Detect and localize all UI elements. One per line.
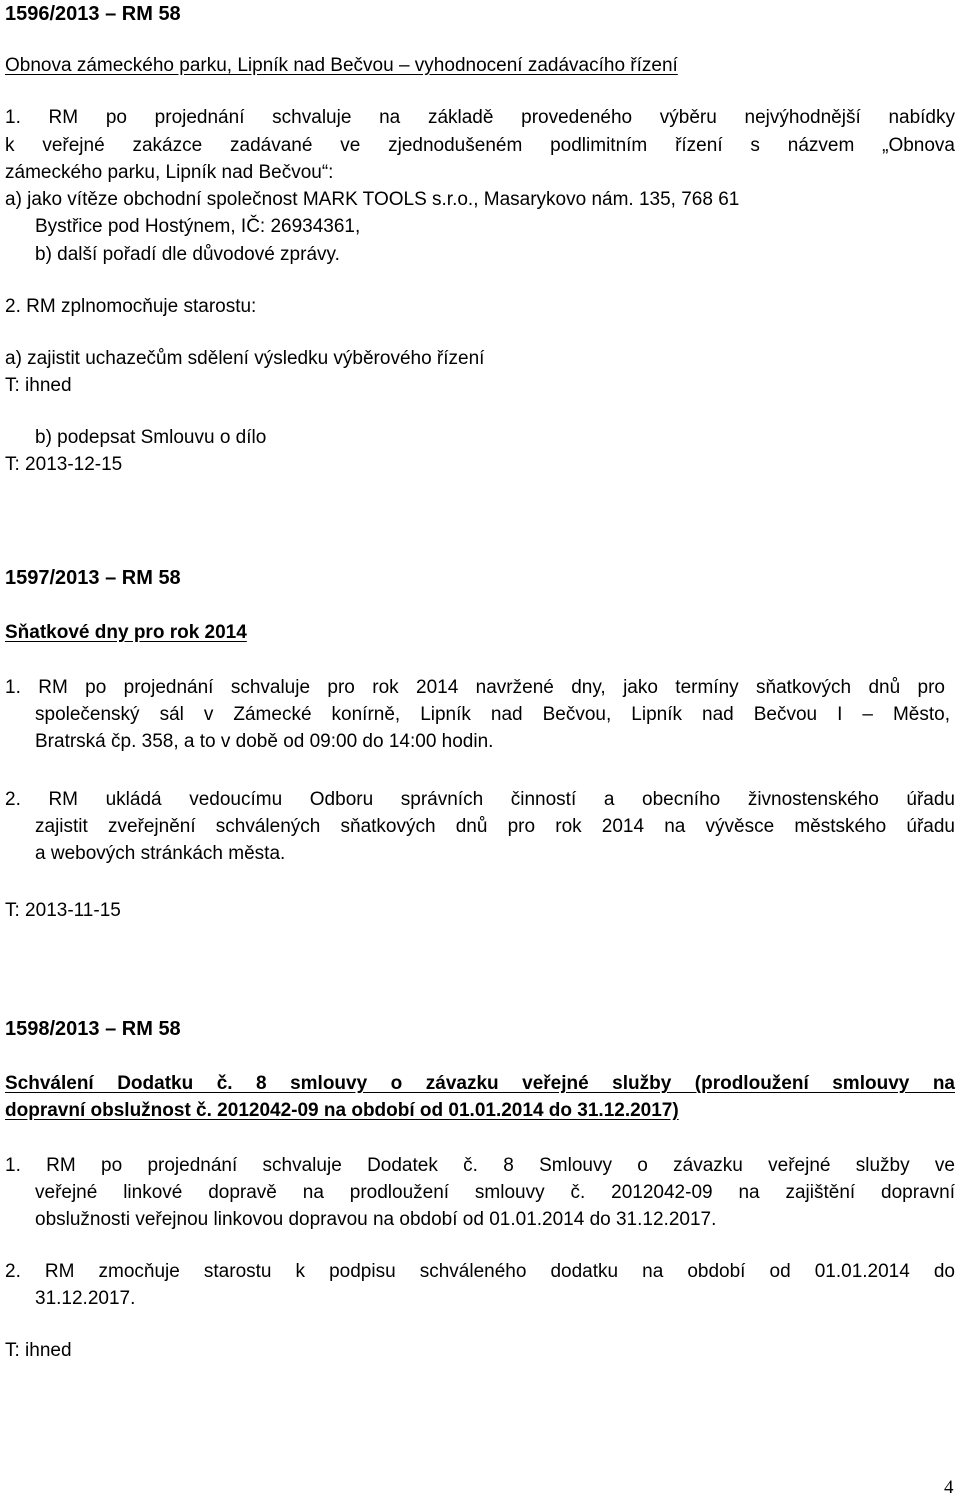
deadline: T: ihned <box>5 1340 72 1361</box>
paragraph-line: Bratrská čp. 358, a to v době od 09:00 do 14:00 hodin. <box>35 731 494 752</box>
paragraph-line: veřejné linkové dopravě na prodloužení smlouvy č. 2012042-09 na zajištění dopravní <box>35 1182 955 1203</box>
resolution-number: 1596/2013 – RM 58 <box>5 3 181 25</box>
paragraph-line: 1. RM po projednání schvaluje na základě provedeného výběru nejvýhodnější nabídky <box>5 107 955 128</box>
list-item: b) podepsat Smlouvu o dílo <box>35 427 267 448</box>
deadline: T: 2013-12-15 <box>5 454 123 475</box>
resolution-number: 1597/2013 – RM 58 <box>5 567 181 589</box>
list-item: a) zajistit uchazečům sdělení výsledku výběrového řízení <box>5 348 485 369</box>
paragraph-line: 2. RM ukládá vedoucímu Odboru správních činností a obecního živnostenského úřadu <box>5 789 955 810</box>
paragraph-line: 1. RM po projednání schvaluje Dodatek č. 8 Smlouvy o závazku veřejné služby ve <box>5 1155 955 1176</box>
paragraph-line: k veřejné zakázce zadávané ve zjednodušeném podlimitním řízení s názvem „Obnova <box>5 135 955 156</box>
paragraph-line: obslužnosti veřejnou linkovou dopravou na období od 01.01.2014 do 31.12.2017. <box>35 1209 717 1230</box>
list-item: b) další pořadí dle důvodové zprávy. <box>35 244 340 265</box>
paragraph-line: 31.12.2017. <box>35 1288 136 1309</box>
list-item: a) jako vítěze obchodní společnost MARK TOOLS s.r.o., Masarykovo nám. 135, 768 61 <box>5 189 740 210</box>
resolution-subject: Obnova zámeckého parku, Lipník nad Bečvou – vyhodnocení zadávacího řízení <box>5 55 678 76</box>
paragraph-line: společenský sál v Zámecké konírně, Lipník nad Bečvou, Lipník nad Bečvou I – Město, <box>35 704 950 725</box>
paragraph-line: a webových stránkách města. <box>35 843 286 864</box>
paragraph-line: 2. RM zplnomocňuje starostu: <box>5 296 257 317</box>
resolution-subject: Schválení Dodatku č. 8 smlouvy o závazku veřejné služby (prodloužení smlouvy na <box>5 1073 955 1094</box>
deadline: T: ihned <box>5 375 72 396</box>
resolution-subject: Sňatkové dny pro rok 2014 <box>5 622 247 643</box>
list-item-continuation: Bystřice pod Hostýnem, IČ: 26934361, <box>35 216 361 237</box>
deadline: T: 2013-11-15 <box>5 900 121 921</box>
paragraph-line: 2. RM zmocňuje starostu k podpisu schváleného dodatku na období od 01.01.2014 do <box>5 1261 955 1282</box>
resolution-subject-continuation: dopravní obslužnost č. 2012042-09 na období od 01.01.2014 do 31.12.2017) <box>5 1100 679 1121</box>
paragraph-line: zajistit zveřejnění schválených sňatkových dnů pro rok 2014 na vývěsce městského úřadu <box>35 816 955 837</box>
resolution-number: 1598/2013 – RM 58 <box>5 1018 181 1040</box>
paragraph-line: zámeckého parku, Lipník nad Bečvou“: <box>5 162 334 183</box>
paragraph-line: 1. RM po projednání schvaluje pro rok 2014 navržené dny, jako termíny sňatkových dnů pro <box>5 677 945 698</box>
page-number: 4 <box>944 1477 954 1498</box>
